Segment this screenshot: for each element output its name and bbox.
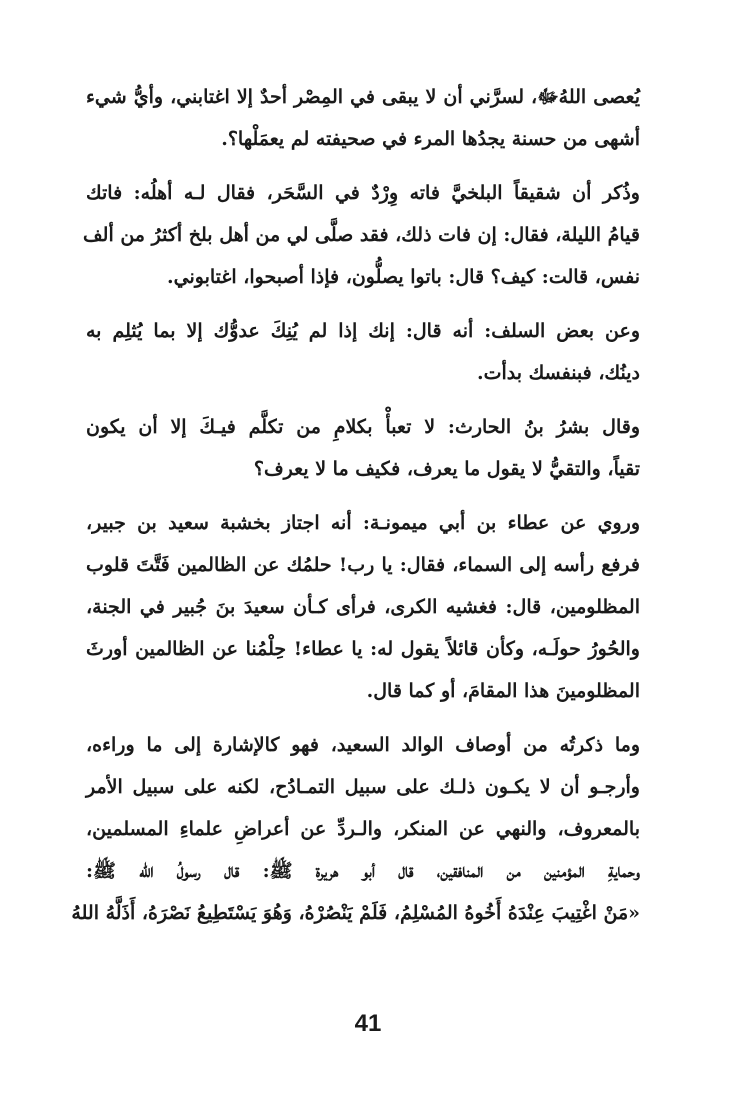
- text-line: وروي عن عطاء بن أبي ميمونـة: أنه اجتاز بخشبة سعيد بن جبير،: [86, 512, 640, 534]
- text-line: دينُك، فبنفسك بدأت.: [476, 362, 640, 384]
- paragraph: [86, 406, 640, 490]
- text-line: قيامُ الليلة، فقال: إن فات ذلك، فقد صلَّى لي من أهل بلخ أكثرُ من ألف: [82, 224, 640, 246]
- text-line: وحمايةِ المؤمنين من المنافقين، قال أبو هريرة ﷺ: قال رسولُ الله ﷺ:: [86, 860, 640, 882]
- text-line: وأرجـو أن لا يكـون ذلـك على سبيل التمـادُح، لكنه على سبيل الأمر: [86, 776, 640, 798]
- text-line: وعن بعض السلف: أنه قال: إنك إذا لم يُنِكَ عدوُّك إلا بما يُثلِم به: [86, 320, 640, 342]
- text-line: المظلومينَ هذا المقامَ، أو كما قال.: [366, 680, 640, 702]
- paragraph: [86, 310, 640, 394]
- text-line: وقال بشرُ بنُ الحارث: لا تعبأْ بكلامِ من تكلَّم فيـكَ إلا أن يكون: [86, 416, 640, 438]
- text-line: فرفع رأسه إلى السماء، فقال: يا رب! حلمُك عن الظالمين فَتَّتَ قلوب: [86, 554, 640, 576]
- text-line: أشهى من حسنة يجدُها المرء في صحيفته لم يعمَلْها؟.: [221, 128, 640, 150]
- text-line: يُعصى اللهُﷻ، لسرَّني أن لا يبقى في المِصْر أحدٌ إلا اغتابني، وأيُّ شيء: [86, 86, 640, 108]
- paragraph: [71, 724, 640, 934]
- text-line: تقياً، والتقيُّ لا يقول ما يعرف، فكيف ما لا يعرف؟: [253, 458, 640, 480]
- page-number: 41: [354, 1010, 382, 1037]
- text-line: بالمعروف، والنهي عن المنكر، والـردِّ عن أعراضِ علماءِ المسلمين،: [86, 818, 640, 840]
- paragraph: [86, 502, 640, 712]
- text-line: المظلومين، قال: فغشيه الكرى، فرأى كـأن سعيدَ بنَ جُبير في الجنة،: [86, 596, 640, 618]
- paragraph: [82, 172, 640, 298]
- text-line: والحُورُ حولَـه، وكأن قائلاً يقول له: يا عطاء! حِلْمُنا عن الظالمين أورثَ: [86, 638, 640, 660]
- text-line: «مَنْ اغْتِيبَ عِنْدَهُ أَخُوهُ المُسْلِمُ، فَلَمْ يَنْصُرْهُ، وَهُوَ يَسْتَطِيعُ نَصْرَهُ، أَذَلَّهُ اللهُ: [71, 902, 640, 924]
- text-line: وذُكر أن شقيقاً البلخيَّ فاته وِرْدٌ في السَّحَر، فقال لـه أهلُه: فاتك: [86, 182, 640, 204]
- text-line: وما ذكرتُه من أوصاف الوالد السعيد، فهو كالإشارة إلى ما وراءه،: [86, 734, 640, 756]
- text-line: نفس، قالت: كيف؟ قال: باتوا يصلُّون، فإذا أصبحوا، اغتابوني.: [167, 266, 640, 288]
- body-text: [71, 76, 640, 946]
- paragraph: [86, 76, 640, 160]
